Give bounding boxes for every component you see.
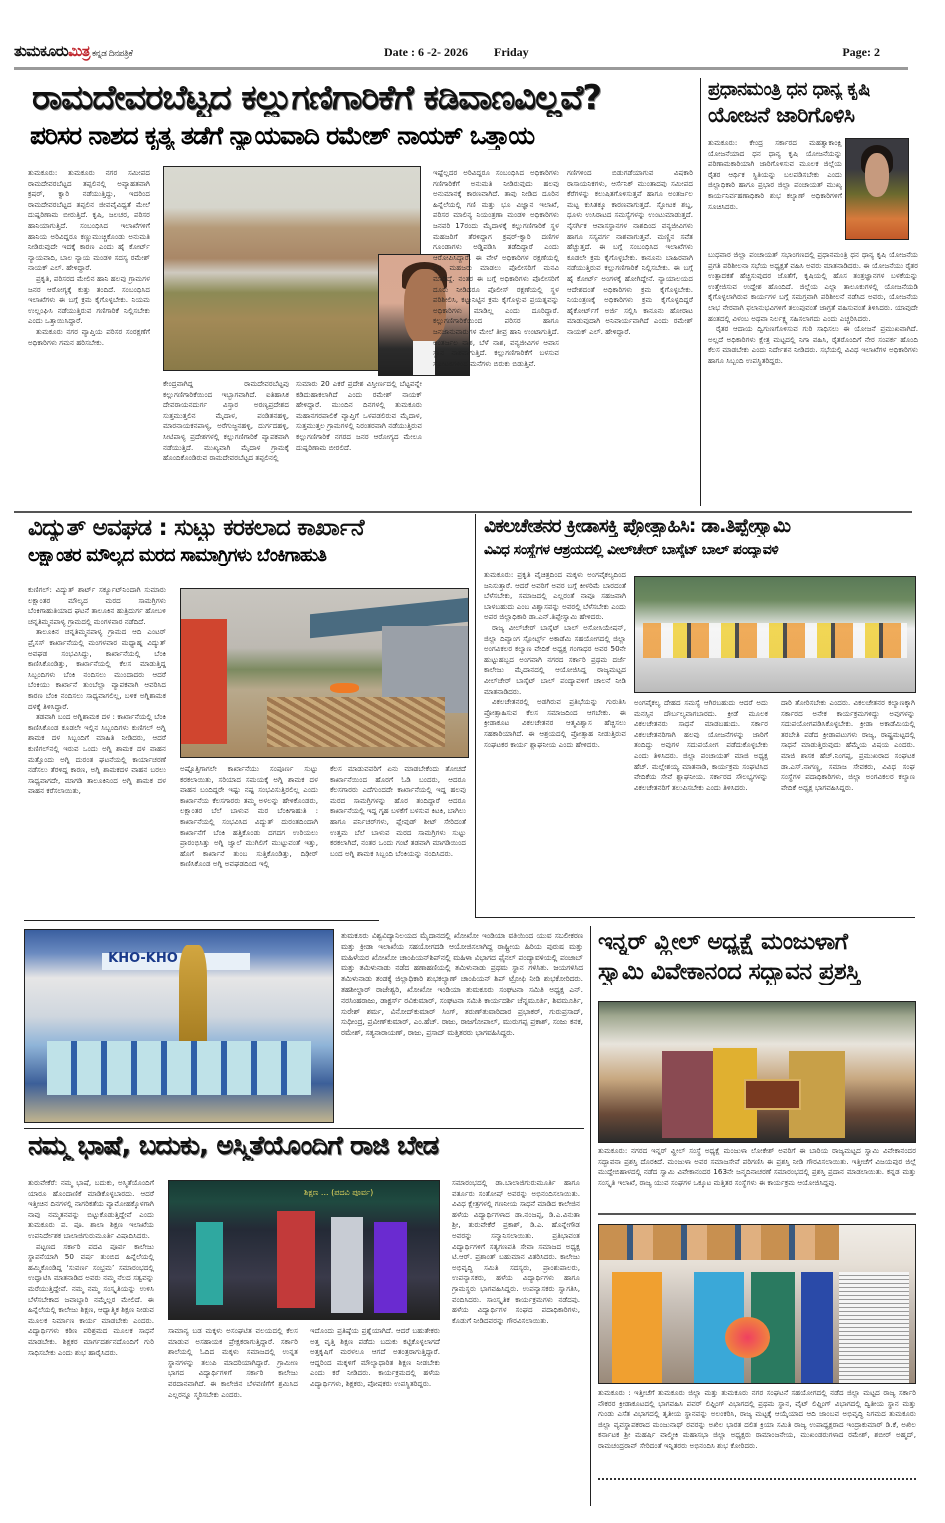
article-paragraph: ಇದೊಂದು ಪ್ರತಿಷ್ಠೆಯ ಪ್ರಶ್ನೆಯಾಗಿದೆ. ಆದರೆ ಬಹುತೇಕರು ಅತ್ತ ವೃತ್ತಿ ಶಿಕ್ಷಣ ಪಡೆದು ಬದುಕು ಕಟ್ಟಿಕೊಳ್ಳಲಾಗದೆ ಅತ್ತಕೃಷಿಗೆ ಮರಳಲೂ ಆಗದೆ ಅತಂತ್ರರಾಗುತ್ತಿದ್ದಾರೆ. ಆದ್ದರಿಂದ ಮಕ್ಕಳಿಗೆ ಮೌಲ್ಯಾಧಾರಿತ ಶಿಕ್ಷಣ ನೀಡಬೇಕು ಎಂದು ಕರೆ ನೀಡಿದರು. ಕಾರ್ಯಕ್ರಮದಲ್ಲಿ ಹಳೆಯ ವಿದ್ಯಾರ್ಥಿಗಳು, ಶಿಕ್ಷಕರು, ಪೋಷಕರು ಉಪಸ್ಥಿತರಿದ್ದರು. <box>310 1326 440 1388</box>
article-column <box>296 379 422 504</box>
newspaper-logo <box>14 42 132 60</box>
article-column <box>163 379 289 504</box>
wheelchair-basketball-group-photo <box>634 576 916 693</box>
article-paragraph: ರಾಜ್ಯ ವೀಲ್‌ಚೇರ್ ಬಾಸ್ಕೆಟ್ ಬಾಲ್ ಅಸೋಸಿಯೇಷನ್, ಜಿಲ್ಲಾ ದಿವ್ಯಾಂಗ ಸ್ಪೋರ್ಟ್ಸ್ ಅಕಾಡೆಮಿ ಸಹಯೋಗದಲ್ಲಿ ಜಿಲ್ಲಾ ಅಂಗವಿಕಲರ ಕಲ್ಯಾಣ ವೇದಿಕೆ ಅಧ್ಯಕ್ಷ ಗಂಗಾಧರ ಅವರ 50ನೇ ಹುಟ್ಟುಹಬ್ಬದ ಅಂಗವಾಗಿ ನಗರದ ಸರ್ಕಾರಿ ಪ್ರಥಮ ದರ್ಜೆ ಕಾಲೇಜು ಮೈದಾನದಲ್ಲಿ ಆಯೋಜಿಸಿದ್ದ ರಾಜ್ಯಮಟ್ಟದ ವೀಲ್‌ಚೇರ್ ಬಾಸ್ಕೆಟ್ ಬಾಲ್ ಪಂದ್ಯಾವಳಿಗೆ ಚಾಲನೆ ನೀಡಿ ಮಾತನಾಡಿದರು. <box>484 622 626 696</box>
article-column <box>708 250 918 500</box>
article-column <box>567 168 693 503</box>
article-column <box>598 1388 916 1468</box>
article-paragraph: ಪ್ರಕೃತಿ, ಪರಿಸರದ ಮೇಲಿನ ಹಾನಿ ಹಲವು ಗ್ರಾಮಗಳ ಜನರ ಆರೋಗ್ಯಕ್ಕೆ ಕುತ್ತು ತಂದಿದೆ. ಸಂಬಂಧಿಸಿದ ಇಲಾಖೆಗಳು ಈ ಬಗ್ಗೆ ಕ್ರಮ ಕೈಗೊಳ್ಳಬೇಕು. ನಿಯಮ ಉಲ್ಲಂಘಿಸಿ ನಡೆಯುತ್ತಿರುವ ಗಣಿಗಾರಿಕೆ ನಿಲ್ಲಿಸಬೇಕು ಎಂದು ಒತ್ತಾಯಿಸಿದ್ದಾರೆ. <box>28 273 150 326</box>
section-divider-dotted <box>598 1478 916 1480</box>
article-paragraph: ತುಮಕೂರು ನಗರ ವ್ಯಾಪ್ತಿಯ ಪರಿಸರ ಸಂರಕ್ಷಣೆಗೆ ಅಧಿಕಾರಿಗಳು ಗಮನ ಹರಿಸಬೇಕು. <box>28 326 150 347</box>
article-paragraph: ಸಾಮಾನ್ಯ ಬಡ ಮಕ್ಕಳು ಅಸಂಘಟಿತ ವಲಯದಲ್ಲಿ ಕೆಲಸ ಮಾಡುವ ಅಸಹಾಯಕ ಪ್ರೇಕ್ಷಕರಾಗುತ್ತಿದ್ದಾರೆ. ಸರ್ಕಾರಿ ಶಾಲೆಯಲ್ಲಿ ಓದಿದ ಮಕ್ಕಳು ಸಮಾಜದಲ್ಲಿ ಉನ್ನತ ಸ್ಥಾನಗಳನ್ನು ತಲುಪಿ ಮಾದರಿಯಾಗಿದ್ದಾರೆ. ಗ್ರಾಮೀಣ ಭಾಗದ ವಿದ್ಯಾರ್ಥಿಗಳಿಗೆ ಸರ್ಕಾರಿ ಕಾಲೇಜು ವರದಾನವಾಗಿದೆ. ಈ ಕಾಲೇಜಿನ ಬೆಳವಣಿಗೆಗೆ ಶ್ರಮಿಸಿದ ಎಲ್ಲರನ್ನೂ ಸ್ಮರಿಸಬೇಕು ಎಂದರು. <box>168 1326 298 1399</box>
section-divider <box>14 511 912 513</box>
article-paragraph: ತುಮಕೂರು: ಕೇಂದ್ರ ಸರ್ಕಾರದ ಮಹತ್ವಾಕಾಂಕ್ಷಿ ಯೋಜನೆಯಾದ ಧನ ಧಾನ್ಯ ಕೃಷಿ ಯೋಜನೆಯನ್ನು ಪರಿಣಾಮಕಾರಿಯಾಗಿ ಜಾರಿಗೊಳಿಸುವ ಮೂಲಕ ಜಿಲ್ಲೆಯ ರೈತರ ಆರ್ಥಿಕ ಸ್ಥಿತಿಯನ್ನು ಬಲಪಡಿಸಬೇಕು ಎಂದು ಜಿಲ್ಲಾಧಿಕಾರಿ ಹಾಗೂ ಪ್ರಭಾರ ಜಿಲ್ಲಾ ಪಂಚಾಯತ್ ಮುಖ್ಯ ಕಾರ್ಯನಿರ್ವಹಣಾಧಿಕಾರಿ ಶುಭ ಕಲ್ಯಾಣ್ ಅಧಿಕಾರಿಗಳಿಗೆ ಸೂಚಿಸಿದರು. <box>708 138 842 211</box>
article-column <box>310 1326 440 1508</box>
headline-fire: ವಿದ್ಯುತ್ ಅವಘಡ : ಸುಟ್ಟು ಕರಕಲಾದ ಕಾರ್ಖಾನೆ <box>28 516 364 541</box>
issue-date: Date : 6 -2- 2026 <box>384 45 468 59</box>
article-paragraph: ಸುಮಾರು 20 ಎಕರೆ ಪ್ರದೇಶ ವಿಸ್ತೀರ್ಣದಲ್ಲಿ ಬೆಟ್ಟವನ್ನೇ ಕಡಿದುಹಾಕಲಾಗಿದೆ ಎಂದು ರಮೇಶ್ ನಾಯಕ್ ಹೇಳಿದ್ದಾರೆ. ಮುಂದಿನ ದಿನಗಳಲ್ಲಿ ತುಮಕೂರು ಮಹಾನಗರಪಾಲಿಕೆ ವ್ಯಾಪ್ತಿಗೆ ಒಳಪಡಲಿರುವ ಮೈದಾಳ, ಸುತ್ತಮುತ್ತಲ ಗ್ರಾಮಗಳಲ್ಲಿ ನಿರಂತರವಾಗಿ ನಡೆಯುತ್ತಿರುವ ಕಲ್ಲುಗಣಿಗಾರಿಕೆ ನಗರದ ಜನರ ಆರೋಗ್ಯದ ಮೇಲೂ ದುಷ್ಪರಿಣಾಮ ಬೀರಲಿದೆ. <box>296 379 422 452</box>
greeting-with-bouquet-photo <box>598 1224 916 1384</box>
article-column <box>28 585 166 915</box>
award-ceremony-stage-photo <box>598 1001 916 1143</box>
headline-inner-wheel-line1: ಇನ್ನರ್ ವ್ಹೀಲ್ ಅಧ್ಯಕ್ಷೆ ಮಂಜುಳಾಗೆ <box>598 930 848 955</box>
officer-portrait-photo <box>845 138 909 240</box>
article-column <box>168 1326 298 1508</box>
article-paragraph: ದಾರಿ ತೋರಿಸಬೇಕು ಎಂದರು. ವಿಕಲಚೇತನರ ಕಲ್ಯಾಣಕ್ಕಾಗಿ ಸರ್ಕಾರದ ಅನೇಕ ಕಾರ್ಯಕ್ರಮಗಳಿದ್ದು ಅವುಗಳನ್ನು ಸದುಪಯೋಗಪಡಿಸಿಕೊಳ್ಳಬೇಕು. ಕ್ರೀಡಾ ಅಕಾಡೆಮಿಯಲ್ಲಿ ತರಬೇತಿ ಪಡೆದ ಕ್ರೀಡಾಪಟುಗಳು ರಾಜ್ಯ, ರಾಷ್ಟ್ರಮಟ್ಟದಲ್ಲಿ ಸಾಧನೆ ಮಾಡುತ್ತಿರುವುದು ಹೆಮ್ಮೆಯ ವಿಷಯ ಎಂದರು. ಮಾಜಿ ಶಾಸಕ ಹೆಚ್.ನಿಂಗಪ್ಪ, ಪ್ರಮುಖರಾದ ಸಂಘಟಕ ಡಾ.ಎಸ್.ನಾಗಣ್ಣ, ಸಮಾಜ ಸೇವಕರು, ವಿವಿಧ ಸಂಘ ಸಂಸ್ಥೆಗಳ ಪದಾಧಿಕಾರಿಗಳು, ಜಿಲ್ಲಾ ಅಂಗವಿಕಲರ ಕಲ್ಯಾಣ ವೇದಿಕೆ ಅಧ್ಯಕ್ಷ ಭಾಗವಹಿಸಿದ್ದರು. <box>781 698 915 792</box>
article-paragraph: ರೈತರ ಆದಾಯ ದ್ವಿಗುಣಗೊಳಿಸುವ ಗುರಿ ಸಾಧಿಸಲು ಈ ಯೋಜನೆ ಪ್ರಮುಖವಾಗಿದೆ. ಅಲ್ಲದೆ ಅಧಿಕಾರಿಗಳು ಕ್ಷೇತ್ರ ಮಟ್ಟದಲ್ಲಿ ನಿಗಾ ವಹಿಸಿ, ರೈತರೊಂದಿಗೆ ನೇರ ಸಂಪರ್ಕ ಹೊಂದಿ ಕೆಲಸ ಮಾಡಬೇಕು ಎಂದು ನಿರ್ದೇಶನ ನೀಡಿದರು. ಸಭೆಯಲ್ಲಿ ವಿವಿಧ ಇಲಾಖೆಗಳ ಅಧಿಕಾರಿಗಳು ಹಾಗೂ ಸಿಬ್ಬಂದಿ ಉಪಸ್ಥಿತರಿದ್ದರು. <box>708 324 918 365</box>
article-paragraph: ಪಟ್ಟಣದ ಸರ್ಕಾರಿ ಪದವಿ ಪೂರ್ವ ಕಾಲೇಜು ಸ್ಥಾಪನೆಯಾಗಿ 50 ವರ್ಷ ತುಂಬಿದ ಹಿನ್ನೆಲೆಯಲ್ಲಿ ಹಮ್ಮಿಕೊಂಡಿದ್ದ ‘ಸುವರ್ಣ ಸಂಭ್ರಮ’ ಸಮಾರಂಭದಲ್ಲಿ ಉದ್ಘಾಟಿಸಿ ಮಾತನಾಡಿದ ಅವರು ನಮ್ಮ ನೆಲದ ಸತ್ವವನ್ನು ಮರೆಯುತ್ತಿದ್ದೇವೆ. ನಮ್ಮ ನಮ್ಮ ಸಂಸ್ಕೃತಿಯನ್ನು ಉಳಿಸಿ ಬೆಳೆಸಬೇಕಾದ ಜವಾಬ್ದಾರಿ ನಮ್ಮೆಲ್ಲರ ಮೇಲಿದೆ. ಈ ಹಿನ್ನೆಲೆಯಲ್ಲಿ ಕಾಲೇಜು ಶಿಕ್ಷಣ, ಆಧ್ಯಾತ್ಮಿಕ ಶಿಕ್ಷಣ ನೀಡುವ ಮೂಲಕ ನಿರ್ಮಾಣ ಕಾರ್ಯ ಮಾಡಬೇಕು ಎಂದರು. ವಿದ್ಯಾರ್ಥಿಗಳು ಕಠಿಣ ಪರಿಶ್ರಮದ ಮೂಲಕ ಸಾಧನೆ ಮಾಡಬೇಕು. ಶಿಕ್ಷಕರ ಮಾರ್ಗದರ್ಶನದೊಂದಿಗೆ ಗುರಿ ಸಾಧಿಸಬೇಕು ಎಂದು ಶುಭ ಹಾರೈಸಿದರು. <box>28 1241 154 1357</box>
kho-kho-team-trophy-photo <box>24 929 334 1123</box>
section-divider <box>24 1128 584 1129</box>
article-paragraph: ಗಣಿಗಳಿಂದ ಬಿಡುಗಡೆಯಾಗುವ ವಿಷಕಾರಿ ರಾಸಾಯನಿಕಗಳು, ಆರ್ಸೆನಿಕ್ ಮುಂತಾದವು ಸಮೀಪದ ಕೆರೆಗಳನ್ನು ಕಲುಷಿತಗೊಳಿಸುತ್ತವೆ ಹಾಗೂ ಅಂತರ್ಜಲ ಮಟ್ಟ ಕುಸಿತಕ್ಕೂ ಕಾರಣವಾಗುತ್ತದೆ. ಸ್ಫೋಟಕ ಶಬ್ದ, ಧೂಳು ಉಸಿರಾಟದ ಸಮಸ್ಯೆಗಳನ್ನು ಉಂಟುಮಾಡುತ್ತದೆ. ನೈಸರ್ಗಿಕ ಆವಾಸಸ್ಥಾನಗಳ ನಾಶದಿಂದ ವನ್ಯಜೀವಿಗಳು ಹಾಗೂ ಸಸ್ಯವರ್ಗ ನಾಶವಾಗುತ್ತವೆ. ಮಣ್ಣಿನ ಸವೆತ ಹೆಚ್ಚುತ್ತದೆ. ಈ ಬಗ್ಗೆ ಸಂಬಂಧಿಸಿದ ಇಲಾಖೆಗಳು ಕೂಡಲೇ ಕ್ರಮ ಕೈಗೊಳ್ಳಬೇಕು. ಕಾನೂನು ಬಾಹಿರವಾಗಿ ನಡೆಯುತ್ತಿರುವ ಕಲ್ಲುಗಣಿಗಾರಿಕೆ ನಿಲ್ಲಿಸಬೇಕು. ಈ ಬಗ್ಗೆ ಹೈ ಕೋರ್ಟ್ ಅಂಗಳಕ್ಕೆ ಹೋಗಿದ್ದೇನೆ. ನ್ಯಾಯಾಲಯದ ಆದೇಶದಂತೆ ಅಧಿಕಾರಿಗಳು ಕ್ರಮ ಕೈಗೊಳ್ಳಬೇಕು. ನಿಯಂತ್ರಣಕ್ಕೆ ಅಧಿಕಾರಿಗಳು ಕ್ರಮ ಕೈಗೊಳ್ಳದಿದ್ದರೆ ಹೈಕೋರ್ಟ್‌ಗೆ ಅರ್ಜಿ ಸಲ್ಲಿಸಿ ಕಾನೂನು ಹೋರಾಟ ಮಾಡುವುದಾಗಿ ಅನಿವಾರ್ಯವಾಗಿದೆ ಎಂದು ರಮೇಶ್ ನಾಯಕ್ ಎಲ್. ಹೇಳಿದ್ದಾರೆ. <box>567 168 693 336</box>
page-number: Page: 2 <box>842 45 880 59</box>
article-column <box>341 931 583 1121</box>
subheadline-wheelchair: ವಿವಿಧ ಸಂಸ್ಥೆಗಳ ಆಶ್ರಯದಲ್ಲಿ ವೀಲ್‌ಚೇರ್ ಬಾಸ್ಕೆಟ್ ಬಾಲ್ ಪಂದ್ಯಾವಳಿ <box>484 543 779 558</box>
article-paragraph: ತುಮಕೂರು: ಪ್ರಕೃತಿ ವೈಚಿತ್ರದಿಂದ ಮಕ್ಕಳು ಅಂಗವೈಕಲ್ಯದಿಂದ ಜನಿಸುತ್ತಾರೆ. ಆದರೆ ಅವರಿಗೆ ಅವರ ಬಗ್ಗೆ ಕೀಳರಿಮೆ ಬಾರದಂತೆ ಬೆಳೆಸಬೇಕು, ಸಮಾಜದಲ್ಲಿ ಎಲ್ಲರಂತೆ ನಾವೂ ಸಹಜವಾಗಿ ಬಾಳಬಹುದು ಎಂಬ ವಿಶ್ವಾಸವನ್ನು ಅವರಲ್ಲಿ ಬೆಳೆಸಬೇಕು ಎಂದು ಅಪರ ಜಿಲ್ಲಾಧಿಕಾರಿ ಡಾ.ಎನ್.ತಿಪ್ಪೇಸ್ವಾಮಿ ಹೇಳಿದರು. <box>484 570 626 622</box>
article-column <box>330 764 466 916</box>
article-column <box>452 1178 580 1508</box>
article-paragraph: ಅಂಗವೈಕಲ್ಯ ದೇಹದ ಸಮಸ್ಯೆ ಆಗಿರಬಹುದು ಆದರೆ ಅದು ಮನಸ್ಸಿನ ದೌರ್ಬಲ್ಯವಾಗಬಾರದು. ಕ್ರೀಡೆ ಮೂಲಕ ವಿಕಲಚೇತನರು ಸಾಧನೆ ಮಾಡಬಹುದು. ಸರ್ಕಾರ ವಿಕಲಚೇತನರಿಗಾಗಿ ಹಲವು ಯೋಜನೆಗಳನ್ನು ಜಾರಿಗೆ ತಂದಿದ್ದು ಅವುಗಳ ಸದುಪಯೋಗ ಪಡೆದುಕೊಳ್ಳಬೇಕು ಎಂದು ತಿಳಿಸಿದರು. ಜಿಲ್ಲಾ ಪಂಚಾಯತ್ ಮಾಜಿ ಅಧ್ಯಕ್ಷ ಹೆಚ್. ಮಲ್ಲೇಶಯ್ಯ ಮಾತನಾಡಿ, ಕಾರ್ಯಕ್ರಮ ಸಂಘಟಿಸಿದ ವೇದಿಕೆಯ ಸೇವೆ ಶ್ಲಾಘನೀಯ. ಸರ್ಕಾರದ ಸೌಲಭ್ಯಗಳನ್ನು ವಿಕಲಚೇತನರಿಗೆ ತಲುಪಿಸಬೇಕು ಎಂದು ತಿಳಿಸಿದರು. <box>634 698 768 792</box>
article-column <box>598 1146 916 1206</box>
article-paragraph: ತಡವಾಗಿ ಬಂದ ಅಗ್ನಿಶಾಮಕ ದಳ : ಕಾರ್ಖಾನೆಯಲ್ಲಿ ಬೆಂಕಿ ಕಾಣಿಸಿಕೊಂಡ ಕೂಡಲೇ ಇಲ್ಲಿನ ಸಿಬ್ಬಂದಿಗಳು ಕುಣಿಗಲ್ ಅಗ್ನಿ ಶಾಮಕ ದಳ ಸಿಬ್ಬಂದಿಗೆ ಮಾಹಿತಿ ನೀಡಿದರು, ಆದರೆ ಕುಣಿಗಲ್‌ನಲ್ಲಿ ಇರುವ ಒಂದು ಅಗ್ನಿ ಶಾಮಕ ದಳ ವಾಹನ ಮತ್ತೊಂದು ಅಗ್ನಿ ದುರಂತ ಘಟನೆಯಲ್ಲಿ ಕಾರ್ಯಾಚರಣೆ ನಡೆಸಲು ತೆರಳಿದ್ದ ಕಾರಣ, ಅಗ್ನಿ ಶಾಮಕದಳ ವಾಹನ ಬರಲು ಸಾಧ್ಯವಾಗದೇ, ಮಾಗಡಿ ತಾಲೂಕಿನಿಂದ ಅಗ್ನಿ ಶಾಮಕ ದಳ ವಾಹನ ಕರೆಸಲಾಯಿತು, <box>28 712 166 796</box>
headline-quarry: ರಾಮದೇವರಬೆಟ್ಟದ ಕಲ್ಲುಗಣಿಗಾರಿಕೆಗೆ ಕಡಿವಾಣವಿಲ್ಲವೆ? <box>32 80 602 118</box>
article-paragraph: ಕೆಲಸ ಮಾಡುವವರಿಗೆ ಏನು ಮಾಡಬೇಕೆಂದು ತೋಚದೆ ಕಾರ್ಖಾನೆಯಿಂದ ಹೊರಗೆ ಓಡಿ ಬಂದರು, ಆದರೂ ಕೆಲಸಗಾರರು ಎದೆಗುಂದದೇ ಕಾರ್ಖಾನೆಯಲ್ಲಿ ಇದ್ದ ಹಲವು ಮರದ ಸಾಮಗ್ರಿಗಳನ್ನು ಹೊರ ತಂದಿದ್ದಾರೆ ಆದರೂ ಕಾರ್ಖಾನೆಯಲ್ಲಿ ಇದ್ದ ಗೃಹ ಬಳಕೆಗೆ ಬಳಸುವ ಕಿಟಕಿ, ಬಾಗಿಲು ಹಾಗೂ ಪರ್ನಿಚರ್‌ಗಳು, ಪ್ಲೇವುಡ್ ಶೀಟ್ ಸೇರಿದಂತೆ ಉತ್ತಮ ಬೆಲೆ ಬಾಳುವ ಮರದ ಸಾಮಗ್ರಿಗಳು ಸುಟ್ಟು ಕರಕಲಾಗಿದೆ, ನಂತರ ಒಂದು ಗಂಟೆ ತಡವಾಗಿ ಮಾಗಡಿಯಿಂದ ಬಂದ ಅಗ್ನಿ ಶಾಮಕ ಸಿಬ್ಬಂದಿ ಬೆಂಕಿಯನ್ನು ನಂದಿಸಿದರು. <box>330 764 466 858</box>
brand-tagline: ಕನ್ನಡ ದಿನಪತ್ರಿಕೆ <box>91 49 133 59</box>
article-paragraph: ತುಮಕೂರು: ನಗರದ ಇನ್ನರ್ ವ್ಹೀಲ್ ಸಂಸ್ಥೆ ಅಧ್ಯಕ್ಷೆ ಮಂಜುಳಾ ಲೋಕೇಶ್ ಅವರಿಗೆ ಈ ಬಾರಿಯ ರಾಜ್ಯಮಟ್ಟದ ಸ್ವಾಮಿ ವಿವೇಕಾನಂದರ ಸದ್ಭಾವನಾ ಪ್ರಶಸ್ತಿ ದೊರಕಿದೆ. ಮಂಜುಳಾ ಅವರ ಸಮಾಜಸೇವೆ ಪರಿಗಣಿಸಿ ಈ ಪ್ರಶಸ್ತಿ ನೀಡಿ ಗೌರವಿಸಲಾಯಿತು. ಇತ್ತೀಚೆಗೆ ವಿಜಯಪುರ ಜಿಲ್ಲೆ ಮುದ್ದೇಬಿಹಾಳದಲ್ಲಿ ನಡೆದ ಸ್ವಾಮಿ ವಿವೇಕಾನಂದರ 163ನೇ ಜನ್ಮದಿನಾಚರಣೆ ಸಮಾರಂಭದಲ್ಲಿ ಪ್ರಶಸ್ತಿ ಪ್ರದಾನ ಮಾಡಲಾಯಿತು. ಕನ್ನಡ ಮತ್ತು ಸಂಸ್ಕೃತಿ ಇಲಾಖೆ, ರಾಜ್ಯ ಯುವ ಸಂಘಗಳ ಒಕ್ಕೂಟ ಮತ್ತಿತರ ಸಂಸ್ಥೆಗಳು ಈ ಕಾರ್ಯಕ್ರಮ ಆಯೋಜಿಸಿದ್ದವು. <box>598 1146 916 1187</box>
subheadline-fire: ಲಕ್ಷಾಂತರ ಮೌಲ್ಯದ ಮರದ ಸಾಮಾಗ್ರಿಗಳು ಬೆಂಕಿಗಾಹುತಿ <box>28 546 327 566</box>
article-column <box>28 168 150 503</box>
masthead <box>14 40 916 64</box>
masthead-rule <box>14 67 908 70</box>
section-divider <box>475 917 915 918</box>
column-divider <box>700 78 701 506</box>
article-paragraph: ವಿಕಲಚೇತನರಲ್ಲಿ ಅಡಗಿರುವ ಪ್ರತಿಭೆಯನ್ನು ಗುರುತಿಸಿ ಪ್ರೋತ್ಸಾಹಿಸುವ ಕೆಲಸ ಸಮಾಜದಿಂದ ಆಗಬೇಕು. ಈ ಕ್ರೀಡಾಕೂಟ ವಿಕಲಚೇತನರ ಆತ್ಮವಿಶ್ವಾಸ ಹೆಚ್ಚಿಸಲು ಸಹಕಾರಿಯಾಗಿದೆ. ಈ ಆಶ್ರಯದಲ್ಲಿ ಪ್ರೋತ್ಸಾಹ ನೀಡುತ್ತಿರುವ ಸಂಘಟಕರ ಕಾರ್ಯ ಶ್ಲಾಘನೀಯ ಎಂದು ಹೇಳಿದರು. <box>484 697 626 749</box>
headline-pm-scheme-line1: ಪ್ರಧಾನಮಂತ್ರಿ ಧನ ಧಾನ್ಯ ಕೃಷಿ <box>708 80 870 100</box>
headline-pm-scheme-line2: ಯೋಜನೆ ಜಾರಿಗೊಳಿಸಿ <box>708 104 855 127</box>
column-divider <box>475 514 476 918</box>
stage-banner-text: ಶಿಕ್ಷಣ ... (ಪದವಿ ಪೂರ್ವ) <box>304 1187 374 1197</box>
section-divider <box>598 1213 916 1215</box>
article-paragraph: ತುರುವೇಕೆರೆ: ನಮ್ಮ ಭಾಷೆ, ಬದುಕು, ಅಸ್ಮಿತೆಯೊಂದಿಗೆ ಯಾರೂ ಹೊಂದಾಣಿಕೆ ಮಾಡಿಕೊಳ್ಳಬಾರದು. ಆದರೆ ಇತ್ತೀಚಿನ ದಿನಗಳಲ್ಲಿ ನಾಗರಿಕತೆಯ ವ್ಯಾಮೋಹಕ್ಕೊಳಗಾಗಿ ನಾವು ನಮ್ಮತನವನ್ನು ಬಿಟ್ಟುಕೊಡುತ್ತಿದ್ದೇವೆ ಎಂದು ತುಮಕೂರು ಪ. ಪೂ. ಶಾಲಾ ಶಿಕ್ಷಣ ಇಲಾಖೆಯ ಉಪನಿರ್ದೇಶಕ ಬಾಲಾಜಿಗುರುಮೂರ್ತಿ ವಿಷಾದಿಸಿದರು. <box>28 1178 154 1240</box>
article-paragraph: ಇಷ್ಟೆಲ್ಲದರ ಅರಿವಿದ್ದರೂ ಸಂಬಂಧಿಸಿದ ಅಧಿಕಾರಿಗಳು ಗಣಿಗಾರಿಕೆಗೆ ಅನುಮತಿ ನೀಡಿರುವುದು ಹಲವು ಅನುಮಾನಕ್ಕೆ ಕಾರಣವಾಗಿದೆ. ತಾವು ನೀಡಿದ ದೂರಿನ ಹಿನ್ನೆಲೆಯಲ್ಲಿ ಗಣಿ ಮತ್ತು ಭೂ ವಿಜ್ಞಾನ ಇಲಾಖೆ, ಪರಿಸರ ಮಾಲಿನ್ಯ ನಿಯಂತ್ರಣಾ ಮಂಡಳಿ ಅಧಿಕಾರಿಗಳು ಜನವರಿ 17ರಂದು ಮೈದಾಳಕ್ಕೆ ಕಲ್ಲುಗಣಿಗಾರಿಕೆ ಸ್ಥಳ ಮಹಜರಿಗೆ ತೆರಳಿದ್ದಾಗ ಕ್ರಷರ್-ಕ್ವಾರಿ ದಣಿಗಳ ಗೂಂಡಾಗಳು ಅಡ್ಡಿಪಡಿಸಿ ತಡೆದಿದ್ದಾರೆ ಎಂದು ಆರೋಪಿಸಿದ್ದಾರೆ. ಈ ವೇಳೆ ಅಧಿಕಾರಿಗಳ ರಕ್ಷಣೆಯಲ್ಲಿ ಸ್ಥಳ ಮಹಜರು ಮಾಡಲು ಪೊಲೀಸರಿಗೆ ಮನವಿ ಮಾಡಿದ್ದೆ. ನಂತರ ಈ ಬಗ್ಗೆ ಅಧಿಕಾರಿಗಳು ಪೊಲೀಸರಿಗೆ ದೂರು ನೀಡಿದರೂ ಪೊಲೀಸ್ ರಕ್ಷಣೆಯಲ್ಲಿ ಸ್ಥಳ ಪರಿಶೀಲಿಸಿ, ಕಟ್ಟುನಿಟ್ಟಿನ ಕ್ರಮ ಕೈಗೊಳ್ಳುವ ಪ್ರಯತ್ನವನ್ನು ಅಧಿಕಾರಿಗಳು ಮಾಡಿಲ್ಲ ಎಂದು ದೂರಿದ್ದಾರೆ. ಕಲ್ಲುಗಣಿಗಾರಿಕೆಯಿಂದ ಪರಿಸರ ಹಾಗೂ ಜನಜಾನುವಾರುಗಳ ಮೇಲೆ ತೀವ್ರ ಹಾನಿ ಉಂಟಾಗುತ್ತಿದೆ. ಅಂತರ್ಜಲ ನಾಶ, ಬೆಳೆ ನಾಶ, ವನ್ಯಜೀವಿಗಳ ಆವಾಸ ಸ್ಥಾನ ನಾಶವಾಗುತ್ತಿದೆ. ಕಲ್ಲುಗಣಿಗಾರಿಕೆಗೆ ಬಳಸುವ ಸ್ಫೋಟಕಗಳಿಂದ ಮನೆಗಳು ಬಿರುಕು ಬಿಡುತ್ತಿವೆ. <box>433 168 559 368</box>
article-paragraph: ಸಮಾರಂಭದಲ್ಲಿ ಡಾ.ಬಾಲಾಜಿಗುರುಮೂರ್ತಿ ಹಾಗೂ ವರ್ತೂರು ಸಂತೋಷ್ ಅವರನ್ನು ಅಭಿನಂದಿಸಲಾಯಿತು. ವಿವಿಧ ಕ್ಷೇತ್ರಗಳಲ್ಲಿ ಗಣನೀಯ ಸಾಧನೆ ಮಾಡಿದ ಕಾಲೇಜಿನ ಹಳೆಯ ವಿದ್ಯಾರ್ಥಿಗಳಾದ ಡಾ.ನಂಜಪ್ಪ, ಡಿ.ಎ.ವಿನುತಾ ಶ್ರೀ, ತುರುವೇಕೆರೆ ಪ್ರಕಾಶ್, ಡಿ.ಎ. ಹೊನ್ನೇಗೌಡ ಅವರನ್ನು ಸನ್ಮಾನಿಸಲಾಯಿತು. ಪ್ರತಿಭಾವಂತ ವಿದ್ಯಾರ್ಥಿಗಳಿಗೆ ಸತ್ಯಗಣಪತಿ ಸೇವಾ ಸಮಾಜದ ಅಧ್ಯಕ್ಷ ಟಿ.ಆರ್. ಪ್ರಶಾಂತ್ ಬಹುಮಾನ ವಿತರಿಸಿದರು. ಕಾಲೇಜು ಅಭಿವೃದ್ಧಿ ಸಮಿತಿ ಸದಸ್ಯರು, ಪ್ರಾಂಶುಪಾಲರು, ಉಪನ್ಯಾಸಕರು, ಹಳೆಯ ವಿದ್ಯಾರ್ಥಿಗಳು ಹಾಗೂ ಗ್ರಾಮಸ್ಥರು ಭಾಗವಹಿಸಿದ್ದರು. ಉಪನ್ಯಾಸಕರು ಸ್ವಾಗತಿಸಿ, ವಂದಿಸಿದರು. ಸಾಂಸ್ಕೃತಿಕ ಕಾರ್ಯಕ್ರಮಗಳು ನಡೆದವು. ಹಳೆಯ ವಿದ್ಯಾರ್ಥಿಗಳ ಸಂಘದ ಪದಾಧಿಕಾರಿಗಳು, ಕೊಡುಗೆ ನೀಡಿದವರನ್ನು ಗೌರವಿಸಲಾಯಿತು. <box>452 1178 580 1325</box>
subheadline-quarry: ಪರಿಸರ ನಾಶದ ಕೃತ್ಯ ತಡೆಗೆ ನ್ಯಾಯವಾದಿ ರಮೇಶ್ ನಾಯಕ್ ಒತ್ತಾಯ <box>30 122 535 150</box>
brand-name-part2: ಮಿತ್ರ <box>68 42 90 60</box>
article-paragraph: ತಾಲೂಕಿನ ಚನ್ನತಿಮ್ಮನಪಾಳ್ಯ ಗ್ರಾಮದ ಆದಿ ಎಂಟರ್ ಪ್ರೈಸಸ್ ಕಾರ್ಖಾನೆಯಲ್ಲಿ ಮಂಗಳವಾರ ಮಧ್ಯಾಹ್ನ ವಿದ್ಯುತ್ ಅವಘಡ ಸಂಭವಿಸಿದ್ದು, ಕಾರ್ಖಾನೆಯಲ್ಲಿ ಬೆಂಕಿ ಕಾಣಿಸಿಕೊಂಡಿತ್ತು, ಕಾರ್ಖಾನೆಯಲ್ಲಿ ಕೆಲಸ ಮಾಡುತ್ತಿದ್ದ ಸಿಬ್ಬಂದಿಗಳು ಬೆಂಕಿ ನಂದಿಸಲು ಮುಂದಾದರು ಆದರೆ ಬೆಂಕಿಯು ಕಾರ್ಖಾನೆ ತುಂಬೆಲ್ಲಾ ವ್ಯಾಪಕವಾಗಿ ಆವರಿಸಿದ ಕಾರಣ ಬೆಂಕಿ ನಂದಿಸಲು ಸಾಧ್ಯವಾಗಲಿಲ್ಲ, ಬಳಿಕ ಅಗ್ನಿಶಾಮಕ ದಳಕ್ಕೆ ತಿಳಿಸಿದ್ದಾರೆ. <box>28 627 166 711</box>
article-paragraph: ಅಷ್ಟೊತ್ತಿಗಾಗಲೇ ಕಾರ್ಖಾನೆಯು ಸಂಪೂರ್ಣ ಸುಟ್ಟು ಕರಕಲಾಯಿತು, ಸರಿಯಾದ ಸಮಯಕ್ಕೆ ಅಗ್ನಿ ಶಾಮಕ ದಳ ವಾಹನ ಬಂದಿದ್ದರೇ ಇಷ್ಟು ನಷ್ಟ ಸಂಭವಿಸುತ್ತಿರಲಿಲ್ಲ ಎಂದು ಕಾರ್ಖಾನೆಯ ಕೆಲಸಗಾರರು ತಮ್ಮ ಅಳಲನ್ನು ಹೇಳಿಕೊಂಡರು, ಲಕ್ಷಾಂತರ ಬೆಲೆ ಬಾಳುವ ಮರ ಬೆಂಕಿಗಾಹುತಿ : ಕಾರ್ಖಾನೆಯಲ್ಲಿ ಸಂಭವಿಸಿದ ವಿದ್ಯುತ್ ದುರಂತದಿಂದಾಗಿ ಕಾರ್ಖಾನೆಗೆ ಬೆಂಕಿ ಹತ್ತಿಕೊಂಡು ದಗದಗ ಉರಿಯಲು ಪ್ರಾರಂಭಿಸಿತ್ತು ಅಗ್ನಿ ಜ್ವಾಲೆ ಮುಗಿಲಿಗೆ ಮುಟ್ಟುವಂತೆ ಇತ್ತು, ಹೊಗೆ ಕಾರ್ಖಾನೆ ತುಂಬ ಸುತ್ತಿಕೊಂಡಿತ್ತು, ದಿಢೀರ್ ಕಾಣಿಸಿಕೊಂಡ ಅಗ್ನಿ ಅವಘಡದಿಂದ ಇಲ್ಲಿ <box>180 764 318 869</box>
article-paragraph: ತುಮಕೂರು: ತುಮಕೂರು ನಗರ ಸಮೀಪದ ರಾಮದೇವರಬೆಟ್ಟದ ತಪ್ಪಲಿನಲ್ಲಿ ಅವ್ಯಾಹತವಾಗಿ ಕ್ರಷರ್, ಕ್ವಾರಿ ನಡೆಯುತ್ತಿದ್ದು, ಇದರಿಂದ ರಾಮದೇವರಬೆಟ್ಟದ ತಪ್ಪಲಿನ ಜೀವವೈವಿಧ್ಯತೆ ಮೇಲೆ ದುಷ್ಪರಿಣಾಮ ಬೀರುತ್ತಿದೆ. ಕೃಷಿ, ಜಲಚರ, ಪರಿಸರ ಹಾನಿಯಾಗುತ್ತಿದೆ. ಸಂಬಂಧಿಸಿದ ಇಲಾಖೆಗಳಿಗೆ ಹಾನಿಯ ಅರಿವಿದ್ದರೂ ಕಣ್ಣುಮುಚ್ಚಿಕೊಂಡು ಅನುಮತಿ ನೀಡಿರುವುದೇ ಇದಕ್ಕೆ ಕಾರಣ ಎಂದು ಹೈ ಕೋರ್ಟ್ ನ್ಯಾಯವಾದಿ, ಬಾಲ ನ್ಯಾಯ ಮಂಡಳಿ ಸದಸ್ಯ ರಮೇಶ್ ನಾಯಕ್ ಎಲ್. ಹೇಳಿದ್ದಾರೆ. <box>28 168 150 273</box>
column-divider <box>590 926 591 1506</box>
headline-wheelchair: ವಿಕಲಚೇತನರ ಕ್ರೀಡಾಸಕ್ತಿ ಪ್ರೋತ್ಸಾಹಿಸಿ: ಡಾ.ತಿಪ್ಪೇಸ್ವಾಮಿ <box>484 516 791 537</box>
article-column <box>180 764 318 916</box>
article-paragraph: ತುಮಕೂರು : ಇತ್ತೀಚೆಗೆ ತುಮಕೂರು ಜಿಲ್ಲಾ ಮತ್ತು ತುಮಕೂರು ನಗರ ಸಂಘಟನೆ ಸಹಯೋಗದಲ್ಲಿ ನಡೆದ ಜಿಲ್ಲಾ ಮಟ್ಟದ ರಾಜ್ಯ ಸರ್ಕಾರಿ ನೌಕರರ ಕ್ರೀಡಾಕೂಟದಲ್ಲಿ ಭಾಗವಹಿಸಿ ಪವರ್ ಲಿಫ್ಟಿಂಗ್ ವಿಭಾಗದಲ್ಲಿ ಪ್ರಥಮ ಸ್ಥಾನ, ವೈಟ್ ಲಿಫ್ಟಿಂಗ್ ವಿಭಾಗದಲ್ಲಿ ದ್ವಿತೀಯ ಸ್ಥಾನ ಮತ್ತು ಗುಂಡು ಎಸೆತ ವಿಭಾಗದಲ್ಲಿ ತೃತೀಯ ಸ್ಥಾನವನ್ನು ಅಲಂಕರಿಸಿ, ರಾಜ್ಯ ಮಟ್ಟಕ್ಕೆ ಆಯ್ಕೆಯಾದ ಆದಿ ಜಾಂಬವ ಅಭಿವೃದ್ಧಿ ನಿಗಮದ ತುಮಕೂರು ಜಿಲ್ಲಾ ವ್ಯವಸ್ಥಾಪಕರಾದ ಮಂಜುನಾಥ್ ರವರನ್ನು ಅಖಿಲ ಭಾರತ ದಲಿತ ಕ್ರಿಯಾ ಸಮಿತಿ ರಾಜ್ಯ ಉಪಾಧ್ಯಕ್ಷರಾದ ಇಂದ್ರಾಕುಮಾರ್ ಡಿ.ಕೆ, ಅಖಿಲ ಕರ್ನಾಟಕ ಶ್ರೀ ಮಹರ್ಷಿ ವಾಲ್ಮೀಕಿ ಮಹಾಸಭಾ ಜಿಲ್ಲಾ ಅಧ್ಯಕ್ಷರು ರಾಮಾಂಜನೇಯ, ಮುಖಂಡರುಗಳಾದ ರಮೇಶ್, ಶಬೀರ್ ಅಹ್ಮದ್, ರಾಮಚಂದ್ರರಾವ್ ಸೇರಿದಂತೆ ಇನ್ನಿತರರು ಅಭಿನಂದಿಸಿ ಶುಭ ಕೋರಿದರು. <box>598 1388 916 1450</box>
article-column <box>634 698 768 916</box>
article-column <box>28 1178 154 1508</box>
article-paragraph: ಕುಣಿಗಲ್: ವಿದ್ಯುತ್ ಶಾರ್ಟ್ ಸರ್ಕ್ಯೂಟ್‌ನಿಂದಾಗಿ ಸುಮಾರು ಲಕ್ಷಾಂತರ ಮೌಲ್ಯದ ಮರದ ಸಾಮಗ್ರಿಗಳು ಬೆಂಕಿಗಾಹುತಿಯಾದ ಘಟನೆ ತಾಲೂಕಿನ ಹುತ್ರಿದುರ್ಗ ಹೋಬಳಿ ಚನ್ನತಿಮ್ಮನಪಾಳ್ಯ ಗ್ರಾಮದಲ್ಲಿ ಮಂಗಳವಾರ ನಡೆದಿದೆ. <box>28 585 166 626</box>
article-column <box>484 570 626 915</box>
factory-fire-photo <box>180 588 469 758</box>
kho-kho-banner-text: KHO-KHO <box>108 951 178 967</box>
article-paragraph: ಬುಧವಾರ ಜಿಲ್ಲಾ ಪಂಚಾಯತ್ ಸಭಾಂಗಣದಲ್ಲಿ ಪ್ರಧಾನಮಂತ್ರಿ ಧನ ಧಾನ್ಯ ಕೃಷಿ ಯೋಜನೆಯ ಪ್ರಗತಿ ಪರಿಶೀಲನಾ ಸಭೆಯ ಅಧ್ಯಕ್ಷತೆ ವಹಿಸಿ ಅವರು ಮಾತನಾಡಿದರು. ಈ ಯೋಜನೆಯು ರೈತರ ಉತ್ಪಾದಕತೆ ಹೆಚ್ಚಿಸುವುದರ ಜೊತೆಗೆ, ಕೃಷಿಯಲ್ಲಿ ಹೊಸ ತಂತ್ರಜ್ಞಾನಗಳ ಬಳಕೆಯನ್ನು ಉತ್ತೇಜಿಸುವ ಉದ್ದೇಶ ಹೊಂದಿದೆ. ಜಿಲ್ಲೆಯ ಎಲ್ಲಾ ತಾಲೂಕುಗಳಲ್ಲಿ ಯೋಜನೆಯಡಿ ಕೈಗೊಳ್ಳಲಾಗಿರುವ ಕಾರ್ಯಗಳ ಬಗ್ಗೆ ಸಮಗ್ರವಾಗಿ ಪರಿಶೀಲನೆ ನಡೆಸಿದ ಅವರು, ಯೋಜನೆಯ ಲಾಭ ನೇರವಾಗಿ ಫಲಾನುಭವಿಗಳಿಗೆ ತಲುಪುವಂತೆ ಜಾಗ್ರತೆ ವಹಿಸುವಂತೆ ತಿಳಿಸಿದರು. ಯಾವುದೇ ಹಂತದಲ್ಲಿ ವಿಳಂಬ ಅಥವಾ ನಿರ್ಲಕ್ಷ್ಯ ಸಹಿಸಲಾಗದು ಎಂದು ಎಚ್ಚರಿಸಿದರು. <box>708 250 918 323</box>
brand-name-part1: ತುಮಕೂರು <box>14 42 69 60</box>
section-divider <box>24 920 379 921</box>
article-column <box>781 698 915 916</box>
issue-day: Friday <box>494 45 529 59</box>
article-column <box>433 168 559 503</box>
headline-inner-wheel-line2: ಸ್ವಾಮಿ ವಿವೇಕಾನಂದ ಸದ್ಭಾವನ ಪ್ರಶಸ್ತಿ <box>598 960 860 985</box>
headline-language: ನಮ್ಮ ಭಾಷೆ, ಬದುಕು, ಅಸ್ಮಿತೆಯೊಂದಿಗೆ ರಾಜಿ ಬೇಡ <box>28 1132 439 1161</box>
article-column <box>708 138 842 248</box>
article-paragraph: ತುಮಕೂರು ವಿಶ್ವವಿದ್ಯಾನಿಲಯದ ಮೈದಾನದಲ್ಲಿ ಖೋಖೋ ಇಂಡಿಯಾ ವತಿಯಿಂದ ಯುವ ಸಬಲೀಕರಣ ಮತ್ತು ಕ್ರೀಡಾ ಇಲಾಖೆಯ ಸಹಯೋಗದಡಿ ಆಯೋಜಿಸಲಾಗಿದ್ದ ರಾಷ್ಟ್ರೀಯ ಹಿರಿಯ ಪುರುಷ ಮತ್ತು ಮಹಿಳೆಯರ ಖೋಖೋ ಚಾಂಪಿಯನ್‌ಶಿಪ್‌ನಲ್ಲಿ ಮಹಿಳಾ ವಿಭಾಗದ ಫೈನಲ್ ಪಂದ್ಯಾವಳಿಯಲ್ಲಿ ಪಂಜಾಬ್ ಮತ್ತು ತಮಿಳುನಾಡು ನಡೆದ ಹಣಾಹಣಿಯಲ್ಲಿ ತಮಿಳುನಾಡು ಪ್ರಥಮ ಸ್ಥಾನ ಗಳಿಸಿತು. ಜಯಗಳಿಸಿದ ತಮಿಳುನಾಡು ತಂಡಕ್ಕೆ ಜಿಲ್ಲಾಧಿಕಾರಿ ಶುಭಕಲ್ಯಾಣ್ ಚಾಂಪಿಯನ್ ಶಿಪ್ ಟ್ರೋಫಿ ನೀಡಿ ಶುಭಕೋರಿದರು. ತಹಶೀಲ್ದಾರ್ ರಾಜೇಶ್ವರಿ, ಖೋಖೋ ಇಂಡಿಯಾ ತುಮಕೂರು ಸಂಘಟನಾ ಸಮಿತಿ ಅಧ್ಯಕ್ಷ ಎನ್. ನರಸಿಂಹರಾಜು, ಡಾಕ್ಟರ್ಸ್ ರವಿಕುಮಾರ್, ಸಂಘಟನಾ ಸಮಿತಿ ಕಾರ್ಯದರ್ಶಿ ಚೆನ್ನಮೂರ್ತಿ, ಶಿವಮೂರ್ತಿ, ಸುರೇಶ್ ಶರ್ಮ, ವಿನೋದ್‌ಕುಮಾರ್ ಸಿಂಗ್, ತರುಣ್‌ತುವಾರಿದಾರ ಪ್ರಭಾಕರ್, ಗುರುಪ್ರಸಾದ್, ಸುಧೀಂದ್ರ, ಪ್ರವೀಣ್‌ಕುಮಾರ್, ಎಂ.ಹೆಚ್. ರಾಜು, ರಾಜಗೋಪಾಲ್, ಮುರುಗಪ್ಪ ಪ್ರಕಾಶ್, ಸಂಜು ಕನಕ, ರಮೇಶ್, ಸತ್ಯನಾರಾಯಣ್, ರಾಜು, ಪ್ರಸಾದ್ ಮತ್ತಿತರರು ಭಾಗವಹಿಸಿದ್ದರು. <box>341 931 583 1038</box>
article-paragraph: ಕೇಂದ್ರವಾಗಿದ್ದ ರಾಮದೇವರಬೆಟ್ಟವು ಕಲ್ಲುಗಣಿಗಾರಿಕೆಯಿಂದ ಇಬ್ಭಾಗವಾಗಿದೆ. ಐತಿಹಾಸಿಕ ದೇವರಾಯನದುರ್ಗ ವಿಸ್ತಾರ ಅರಣ್ಯಪ್ರದೇಶದ ಸುತ್ತಮುತ್ತಲಿನ ಮೈದಾಳ, ಪಂಡಿತನಹಳ್ಳಿ, ಮಾರನಾಯಕನಪಾಳ್ಯ, ಅರೆಗುಜ್ಜನಹಳ್ಳಿ, ದುರ್ಗದಹಳ್ಳಿ, ಸೀಟಿಪಾಳ್ಯ ಪ್ರದೇಶಗಳಲ್ಲಿ ಕಲ್ಲುಗಣಿಗಾರಿಕೆ ವ್ಯಾಪಕವಾಗಿ ನಡೆಯುತ್ತಿದೆ. ಮುಖ್ಯವಾಗಿ ಮೈದಾಳ ಗ್ರಾಮಕ್ಕೆ ಹೊಂದಿಕೊಂಡಿರುವ ರಾಮದೇವರಬೆಟ್ಟದ ತಪ್ಪಲಿನಲ್ಲಿ <box>163 379 289 463</box>
felicitation-stage-photo <box>168 1180 440 1320</box>
